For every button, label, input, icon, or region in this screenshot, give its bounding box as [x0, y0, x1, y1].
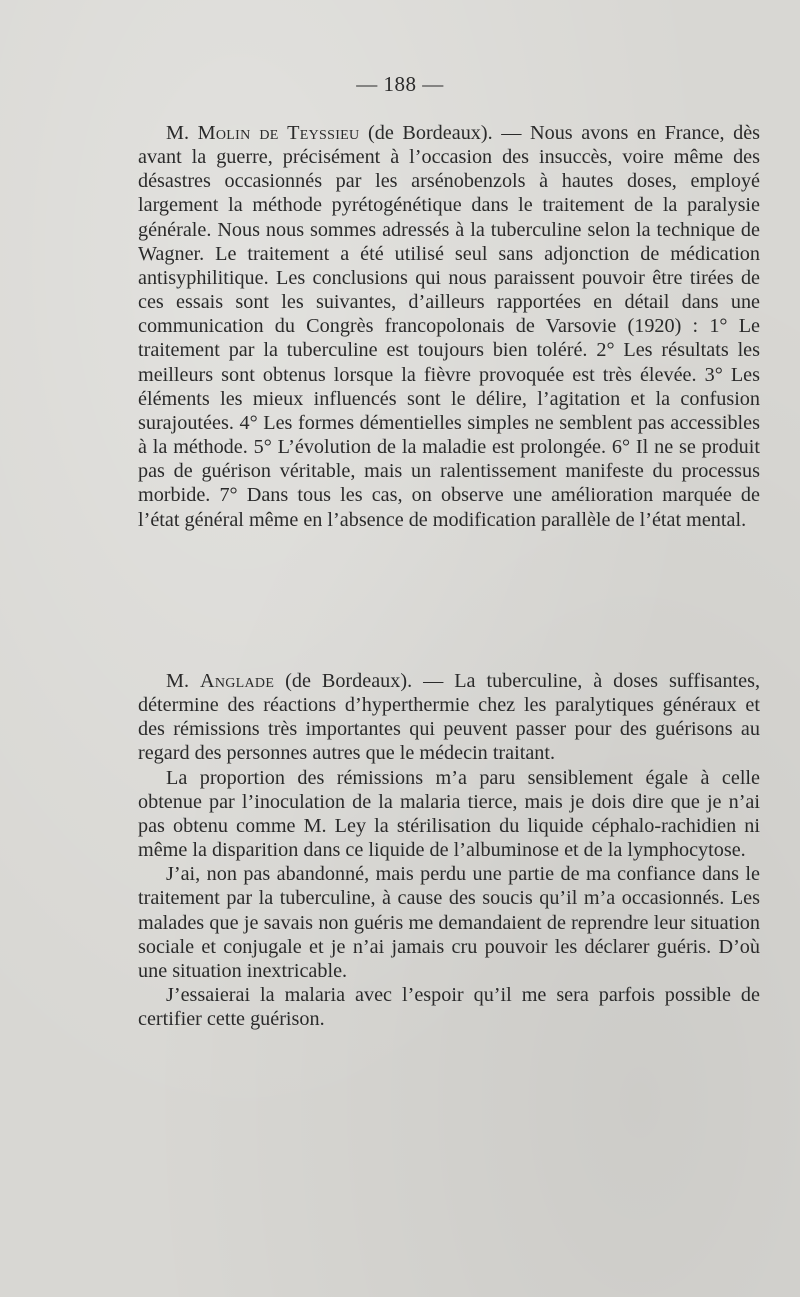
speaker-origin: (de Bordeaux). — — [359, 122, 531, 144]
paragraph — [138, 121, 760, 532]
paragraph: J’ai, non pas abandonné, mais perdu une partie de ma confiance dans le traitement par la tuberculine, à cause des soucis qu’il m’a occasionnés. Les malades que je savais non guéris me demandaient de reprendre leur situation sociale et conjugale et je n’ai jamais cru pouvoir les déclarer guéris. D’où une situation inextricable. — [138, 863, 760, 982]
paragraph-text: Nous avons en France, dès avant la guerre, précisément à l’occasion des insuccès, voire même des désastres occasionnés par les arsénobenzols à hautes doses, employé largement la méthode pyrétogénétique dans le traitement de la paralysie générale. Nous nous sommes adressés à la tuberculine selon la technique de Wagner. Le traitement a été utilisé seul sans adjonction de médication antisyphilitique. Les conclusions qui nous paraissent pouvoir être tirées de ces essais sont les suivantes, d’ailleurs rapportées en détail dans une communication du Congrès francopolonais de Varsovie (1920) : 1° Le traitement par la tuberculine est toujours bien toléré. 2° Les résultats les meilleurs sont obtenus lorsque la fièvre provoquée est très élevée. 3° Les éléments les mieux influencés sont le délire, l’agitation et la confusion surajoutées. 4° Les formes démentielles simples ne semblent pas accessibles à la méthode. 5° L’évolution de la maladie est prolongée. 6° Il ne se produit pas de guérison véritable, mais un ralentissement manifeste du processus morbide. 7° Dans tous les cas, on observe une amélioration marquée de l’état général même en l’absence de modification parallèle de l’état mental. — [138, 122, 761, 531]
page-number: — 188 — — [356, 72, 444, 96]
speaker-name: Molin de Teyssieu — [197, 122, 360, 144]
speaker-prefix: M. — [166, 670, 200, 692]
speaker-origin: (de Bordeaux). — — [274, 670, 455, 692]
section-molin-de-teyssieu — [138, 121, 760, 532]
paragraph: La proportion des rémissions m’a paru sensiblement égale à celle obtenue par l’inoculation de la malaria tierce, mais je dois dire que je n’ai pas obtenu comme M. Ley la stérilisation du liquide céphalo-rachidien ni même la disparition dans ce liquide de l’albuminose et de la lymphocytose. — [138, 766, 760, 862]
speaker-prefix: M. — [166, 122, 198, 144]
speaker-name: Anglade — [199, 670, 275, 692]
section-anglade — [138, 669, 760, 1031]
paragraph-text: La tuberculine, à doses suffisantes, détermine des réactions d’hyperthermie chez les paralytiques généraux et des rémissions très importantes qui peuvent passer pour des guérisons au regard des personnes autres que le médecin traitant. — [138, 670, 761, 765]
paragraph — [138, 669, 760, 766]
paragraph: J’essaierai la malaria avec l’espoir qu’il me sera parfois possible de certifier cette guérison. — [138, 984, 760, 1031]
